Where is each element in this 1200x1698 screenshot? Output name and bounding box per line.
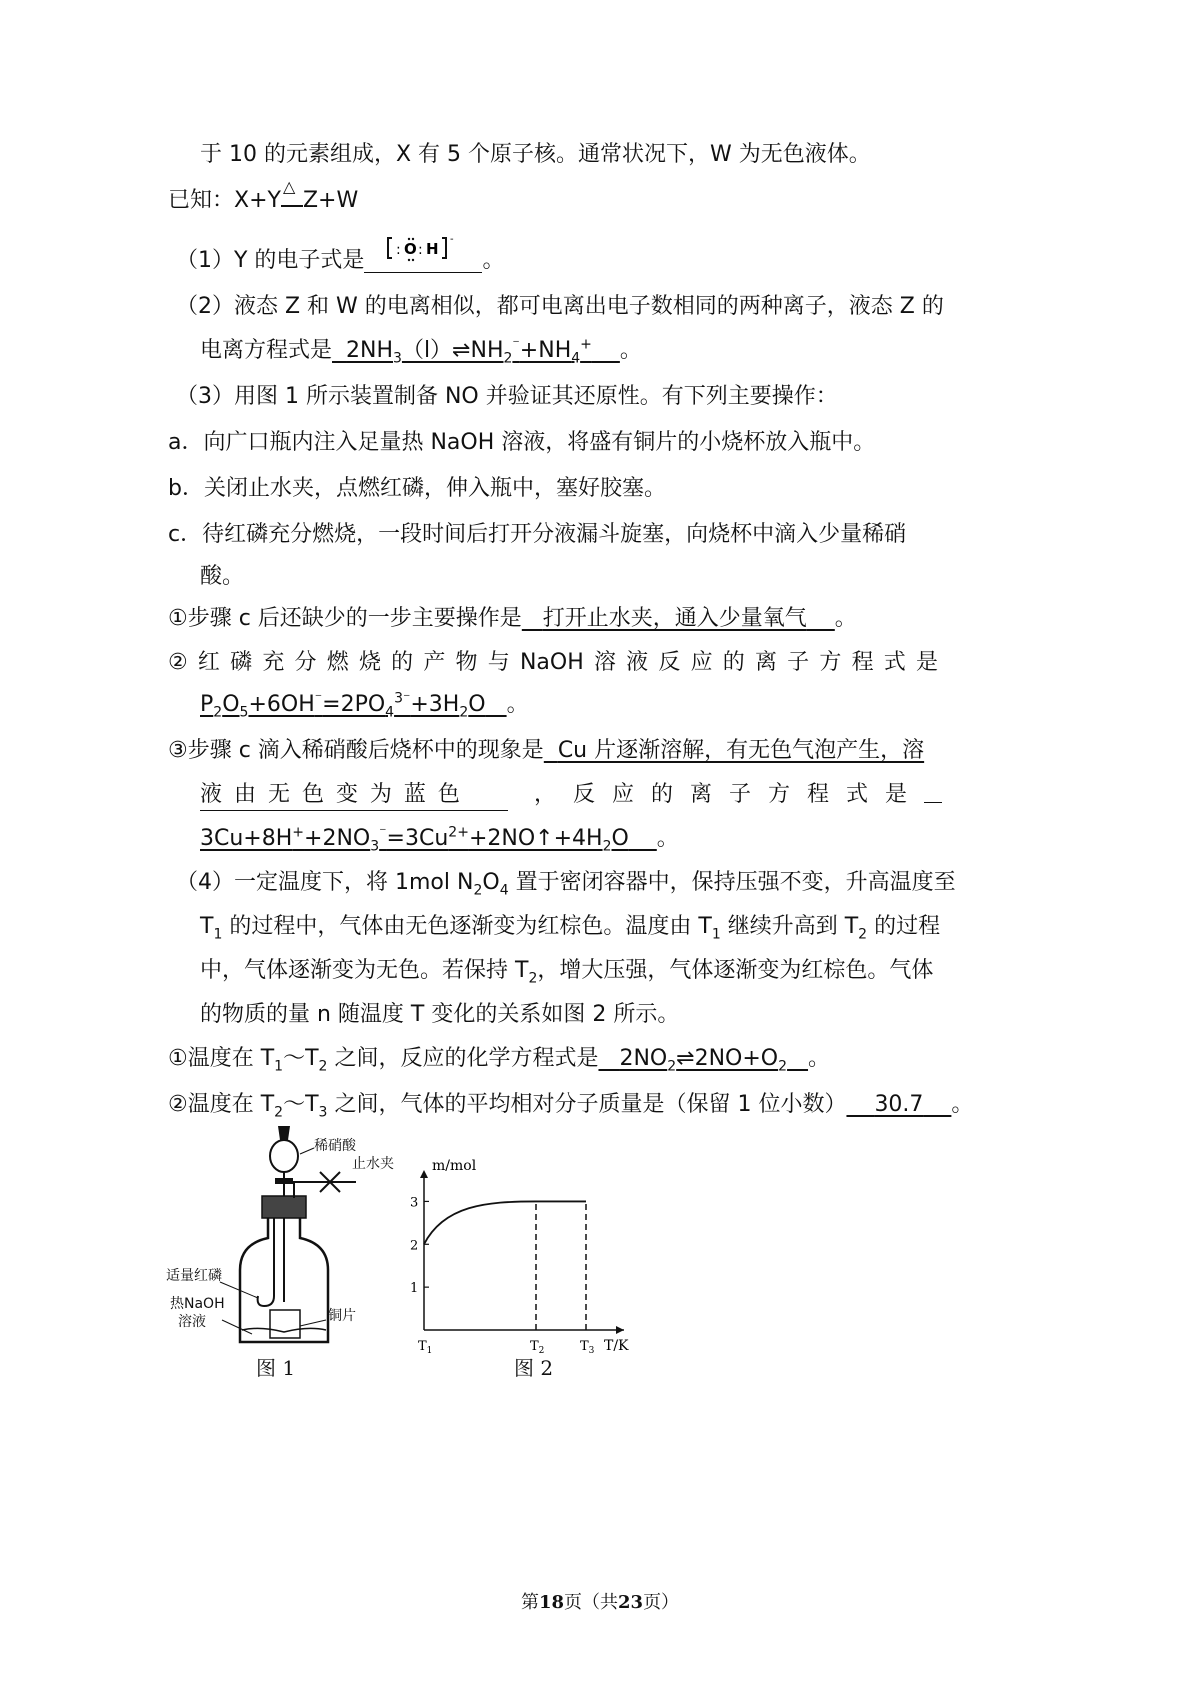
question-4-line-3 — [200, 956, 933, 986]
answer-blank — [924, 780, 942, 803]
text-span: P — [200, 692, 214, 717]
answer-r1 — [598, 1046, 808, 1075]
y-axis-arrow-icon — [420, 1170, 428, 1178]
subscript: 3 — [370, 838, 380, 855]
text-span: c．待红磷充分燃烧，一段时间后打开分液漏斗旋塞，向烧杯中滴入少量稀硝 — [168, 522, 907, 547]
small-beaker-icon — [270, 1310, 300, 1338]
sub-question-3-line-1 — [168, 736, 924, 766]
text-span: 。 — [506, 692, 529, 717]
text-span: T — [305, 1046, 319, 1071]
text-span: 。 — [951, 1092, 974, 1117]
text-span: 于 10 的元素组成，X 有 5 个原子核。通常状况下，W 为无色液体。 — [200, 142, 871, 167]
text-span: 的 — [651, 782, 674, 807]
y-tick-label: 1 — [410, 1281, 419, 1297]
svg-text::: : — [396, 242, 402, 258]
question-4-line-4 — [200, 1000, 679, 1030]
text-span: b．关闭止水夹，点燃红磷，伸入瓶中，塞好胶塞。 — [168, 476, 666, 501]
subscript: 2 — [213, 704, 223, 721]
sub-question-2-line-1 — [168, 648, 938, 678]
text-span: 。 — [834, 606, 857, 631]
text-span: 打开止水夹，通入少量氧气 — [542, 606, 807, 631]
text-span: ，增大压强，气体逐渐变为红棕色。气体 — [537, 958, 934, 983]
funnel-stopper — [278, 1126, 290, 1140]
subscript: 3 — [318, 1104, 328, 1121]
total-pages: 23 — [618, 1592, 644, 1613]
text-span: 程 — [851, 650, 874, 675]
answer-s1 — [522, 606, 835, 631]
text-span: 液 — [200, 782, 223, 807]
combustion-spoon-icon — [258, 1218, 274, 1306]
rubber-stopper — [262, 1196, 306, 1218]
text-span: 磷 — [230, 650, 253, 675]
subscript: 5 — [239, 704, 249, 721]
text-span: ～ — [283, 1092, 306, 1117]
text-span: 之间，气体的平均相对分子质量是（保留 1 位小数） — [327, 1092, 847, 1117]
text-span: 第 — [520, 1592, 539, 1613]
text-span: 由 — [233, 782, 256, 807]
x-axis-label: T/K — [604, 1338, 629, 1354]
sub-question-4-1 — [168, 1044, 830, 1074]
figure-1-caption: 图 1 — [256, 1356, 296, 1380]
text-span: =3Cu — [386, 826, 449, 851]
text-span: 3Cu+8H — [200, 826, 293, 851]
question-2-line-2 — [200, 336, 642, 366]
text-span: 分 — [294, 650, 317, 675]
superscript: ⁻ — [379, 824, 387, 841]
figure-2-chart — [392, 1150, 652, 1356]
text-span: 。 — [619, 338, 642, 363]
sub-question-3-line-2 — [200, 780, 942, 811]
funnel-stopcock — [275, 1178, 293, 1184]
label-copper: 铜片 — [328, 1308, 356, 1324]
text-span: （4）一定温度下，将 1mol N — [176, 870, 474, 895]
text-span: +3H — [410, 692, 460, 717]
text-span: 式 — [883, 650, 906, 675]
answer-s3-part-1 — [544, 738, 924, 763]
text-span: T — [305, 1092, 319, 1117]
text-span: +2NO — [304, 826, 371, 851]
sub-question-4-2 — [168, 1090, 973, 1120]
label-pointer — [222, 1320, 252, 1334]
subscript: 2 — [503, 350, 513, 367]
text-span: （l）⇌NH — [401, 338, 504, 363]
subscript: 4 — [571, 350, 581, 367]
answer-r2 — [846, 1092, 951, 1117]
text-span: a．向广口瓶内注入足量热 NaOH 溶液，将盛有铜片的小烧杯放入瓶中。 — [168, 430, 876, 455]
subscript: 2 — [473, 882, 483, 899]
text-span: ①温度在 T — [168, 1046, 275, 1071]
label-dilute-nitric-acid: 稀硝酸 — [314, 1138, 356, 1154]
text-span: 2NH — [346, 338, 394, 363]
svg-text:O: O — [404, 240, 418, 258]
text-span: 已知：X+Y — [168, 188, 281, 213]
text-span: 离 — [690, 782, 713, 807]
text-span: 变 — [335, 782, 358, 807]
text-span: （3）用图 1 所示装置制备 NO 并验证其还原性。有下列主要操作： — [176, 384, 838, 409]
text-span: 2NO — [619, 1046, 668, 1071]
question-4-line-1 — [176, 868, 956, 898]
text-span: 溶 — [593, 650, 616, 675]
superscript: + — [292, 824, 305, 841]
figure-1-apparatus — [160, 1120, 420, 1350]
text-span: 继续升高到 T — [720, 914, 859, 939]
page-footer — [0, 1588, 1200, 1614]
text-span: 置于密闭容器中，保持压强不变，升高温度至 — [508, 870, 956, 895]
text-run — [508, 780, 942, 811]
superscript: ⁻ — [512, 336, 520, 353]
text-span: 式 — [846, 782, 869, 807]
text-span: O — [468, 692, 486, 717]
y-tick-label: 2 — [410, 1238, 419, 1254]
label-hot-naoh: 热NaOH — [170, 1296, 225, 1312]
text-span: 的过程 — [867, 914, 941, 939]
text-span: 子 — [729, 782, 752, 807]
text-span: ③步骤 c 滴入稀硝酸后烧杯中的现象是 — [168, 738, 544, 763]
subscript: 1 — [213, 926, 223, 943]
text-span: NaOH — [519, 650, 584, 675]
text-span: Cu 片逐渐溶解，有无色气泡产生，溶 — [557, 738, 925, 763]
svg-text::: : — [418, 242, 424, 258]
question-2-line-1 — [176, 292, 944, 322]
text-span: 。 — [482, 248, 505, 273]
text-span: ②温度在 T — [168, 1092, 275, 1117]
text-span: ～ — [283, 1046, 306, 1071]
text-span: ①步骤 c 后还缺少的一步主要操作是 — [168, 606, 522, 631]
text-span: 酸。 — [200, 564, 245, 589]
text-span: 产 — [423, 650, 446, 675]
series-line — [424, 1201, 586, 1244]
text-span: ⇌2NO+O — [676, 1046, 779, 1071]
text-span: 电离方程式是 — [200, 338, 333, 363]
subscript: 2 — [528, 970, 538, 987]
sub-question-2-line-2 — [200, 690, 529, 720]
text-span: 子 — [787, 650, 810, 675]
subscript: 2 — [602, 838, 612, 855]
answer-s3-equation — [200, 824, 657, 855]
question-1 — [176, 234, 505, 276]
x-tick-label: $T_3$ — [580, 1339, 595, 1356]
text-span: O — [222, 692, 240, 717]
superscript: 2+ — [448, 824, 469, 841]
label-pointer — [300, 1320, 326, 1326]
text-span: =2PO — [322, 692, 386, 717]
text-span: （1）Y 的电子式是 — [176, 248, 365, 273]
text-span: 与 — [487, 650, 510, 675]
text-span: 。 — [656, 826, 679, 851]
text-span: 色 — [301, 782, 324, 807]
separatory-funnel-icon — [270, 1140, 298, 1172]
step-a — [168, 428, 875, 458]
step-c-line-1 — [168, 520, 906, 550]
text-span: 方 — [819, 650, 842, 675]
y-axis-label: m/mol — [432, 1158, 477, 1174]
text-span: 的 — [722, 650, 745, 675]
heat-arrow — [281, 177, 303, 216]
hydroxide-lewis-structure-icon — [386, 234, 464, 264]
heat-triangle-icon: △ — [282, 177, 296, 196]
text-span: 之间，反应的化学方程式是 — [327, 1046, 599, 1071]
text-span: 是 — [915, 650, 938, 675]
text-span: O — [611, 826, 629, 851]
text-span: 中，气体逐渐变为无色。若保持 T — [200, 958, 529, 983]
text-span: O — [482, 870, 500, 895]
text-span: 燃 — [326, 650, 349, 675]
sub-question-1 — [168, 604, 857, 634]
subscript: 1 — [711, 926, 721, 943]
text-span: 离 — [754, 650, 777, 675]
x-tick-label: $T_1$ — [418, 1339, 433, 1356]
text-span: +NH — [519, 338, 572, 363]
text-span: 反 — [573, 782, 596, 807]
text-span: 方 — [768, 782, 791, 807]
subscript: 4 — [385, 704, 395, 721]
subscript: 2 — [274, 1104, 284, 1121]
known-reaction — [168, 177, 359, 216]
superscript: 3⁻ — [394, 690, 411, 707]
subscript: 1 — [274, 1058, 284, 1075]
subscript: 2 — [459, 704, 469, 721]
text-span: 红 — [197, 650, 220, 675]
text-span: +6OH — [248, 692, 315, 717]
question-4-line-2 — [200, 912, 940, 942]
question-3-head — [176, 382, 838, 412]
text-span: 页） — [643, 1592, 680, 1613]
text-span: 的过程中，气体由无色逐渐变为红棕色。温度由 T — [222, 914, 712, 939]
answer-s3-part-2 — [200, 780, 508, 811]
subscript: 2 — [778, 1058, 788, 1075]
text-span: 蓝 — [403, 782, 426, 807]
text-span: 为 — [369, 782, 392, 807]
text-span: +2NO↑+4H — [468, 826, 603, 851]
subscript: 2 — [667, 1058, 677, 1075]
label-pointer — [300, 1148, 314, 1154]
figure-2-caption: 图 2 — [514, 1356, 554, 1380]
text-span: 物 — [455, 650, 478, 675]
y-tick-label: 3 — [410, 1195, 419, 1211]
answer-blank — [364, 234, 482, 273]
text-span: 的物质的量 n 随温度 T 变化的关系如图 2 所示。 — [200, 1002, 680, 1027]
text-span: ② — [168, 650, 188, 675]
sub-question-3-line-3 — [200, 824, 679, 854]
text-span: 。 — [808, 1046, 831, 1071]
text-span: 色 — [437, 782, 460, 807]
answer-q2 — [332, 336, 620, 367]
svg-text:H: H — [426, 240, 439, 258]
text-span: 液 — [626, 650, 649, 675]
text-span: 程 — [807, 782, 830, 807]
label-red-phosphorus: 适量红磷 — [166, 1268, 222, 1284]
text-span: 应 — [612, 782, 635, 807]
text-span: 充 — [262, 650, 285, 675]
label-solution: 溶液 — [178, 1314, 206, 1330]
x-tick-label: $T_2$ — [530, 1339, 545, 1356]
svg-text:-: - — [450, 234, 455, 245]
superscript: + — [580, 336, 592, 353]
page-number: 18 — [538, 1592, 564, 1613]
subscript: 3 — [393, 350, 402, 367]
subscript: 2 — [858, 926, 868, 943]
text-span: 无 — [267, 782, 290, 807]
x-axis-arrow-icon — [616, 1326, 624, 1334]
text-span: 30.7 — [874, 1092, 924, 1117]
text-span: 的 — [391, 650, 414, 675]
subscript: 4 — [499, 882, 509, 899]
text-span: ， — [534, 782, 557, 807]
step-c-line-2 — [200, 562, 244, 592]
label-water-clamp: 止水夹 — [352, 1156, 394, 1172]
superscript: ⁻ — [314, 690, 323, 707]
text-span: 烧 — [358, 650, 381, 675]
text-span: Z+W — [302, 188, 359, 213]
subscript: 2 — [318, 1058, 328, 1075]
text-span: 应 — [690, 650, 713, 675]
text-span: 是 — [885, 782, 908, 807]
text-span: （2）液态 Z 和 W 的电离相似，都可电离出电子数相同的两种离子，液态 Z 的 — [176, 294, 944, 319]
text-span: T — [200, 914, 214, 939]
answer-s2 — [200, 690, 507, 721]
text-span: 反 — [658, 650, 681, 675]
step-b — [168, 474, 666, 504]
text-line-1 — [200, 140, 871, 170]
text-span: 页（共 — [564, 1592, 618, 1613]
